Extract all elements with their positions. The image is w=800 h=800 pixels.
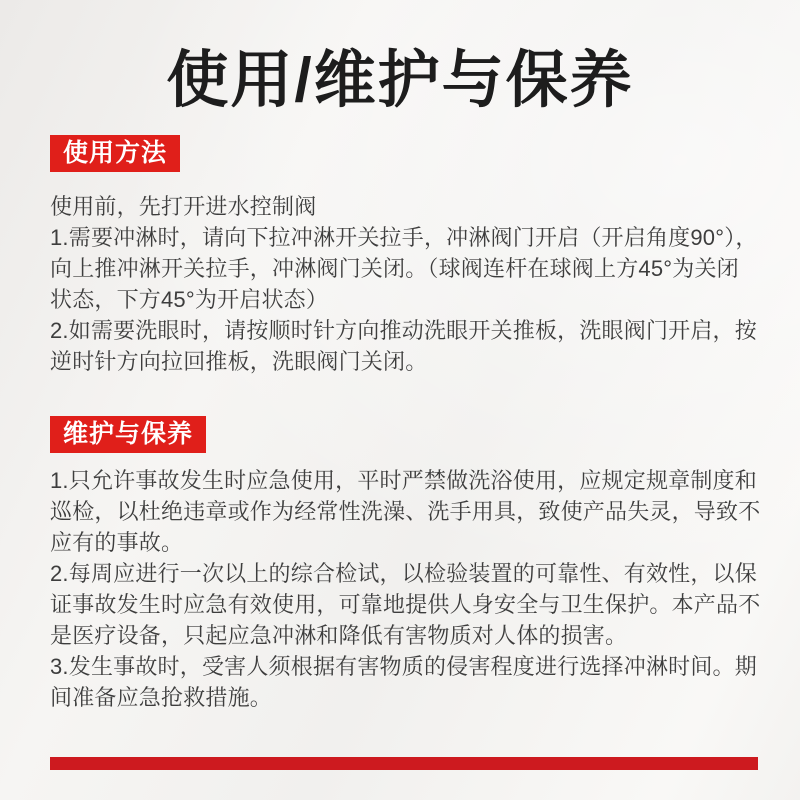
maintenance-section-badge: 维护与保养 bbox=[50, 416, 206, 453]
text-line: 2.如需要洗眼时，请按顺时针方向推动洗眼开关推板，洗眼阀门开启，按 bbox=[50, 318, 757, 343]
text-line: 向上推冲淋开关拉手，冲淋阀门关闭。（球阀连杆在球阀上方45°为关闭 bbox=[50, 256, 739, 281]
text-line: 状态，下方45°为开启状态） bbox=[50, 287, 329, 312]
usage-section-text bbox=[50, 191, 758, 377]
maintenance-section-text bbox=[50, 465, 761, 713]
page-title: 使用/维护与保养 bbox=[166, 46, 634, 115]
text-line: 2.每周应进行一次以上的综合检试，以检验装置的可靠性、有效性，以保 bbox=[50, 561, 757, 586]
text-line: 1.需要冲淋时，请向下拉冲淋开关拉手，冲淋阀门开启（开启角度90°）， bbox=[50, 225, 758, 250]
text-line: 是医疗设备，只起应急冲淋和降低有害物质对人体的损害。 bbox=[50, 623, 628, 648]
text-line: 使用前，先打开进水控制阀 bbox=[50, 194, 317, 219]
text-line: 应有的事故。 bbox=[50, 530, 184, 555]
text-line: 巡检，以杜绝违章或作为经常性洗澡、洗手用具，致使产品失灵，导致不 bbox=[50, 499, 761, 524]
text-line: 间准备应急抢救措施。 bbox=[50, 685, 273, 710]
text-line: 证事故发生时应急有效使用，可靠地提供人身安全与卫生保护。本产品不 bbox=[50, 592, 761, 617]
bottom-divider-bar bbox=[50, 757, 758, 770]
usage-section-badge: 使用方法 bbox=[50, 135, 180, 172]
text-line: 1.只允许事故发生时应急使用，平时严禁做洗浴使用，应规定规章制度和 bbox=[50, 468, 757, 493]
text-line: 逆时针方向拉回推板，洗眼阀门关闭。 bbox=[50, 349, 428, 374]
text-line: 3.发生事故时，受害人须根据有害物质的侵害程度进行选择冲淋时间。期 bbox=[50, 654, 757, 679]
